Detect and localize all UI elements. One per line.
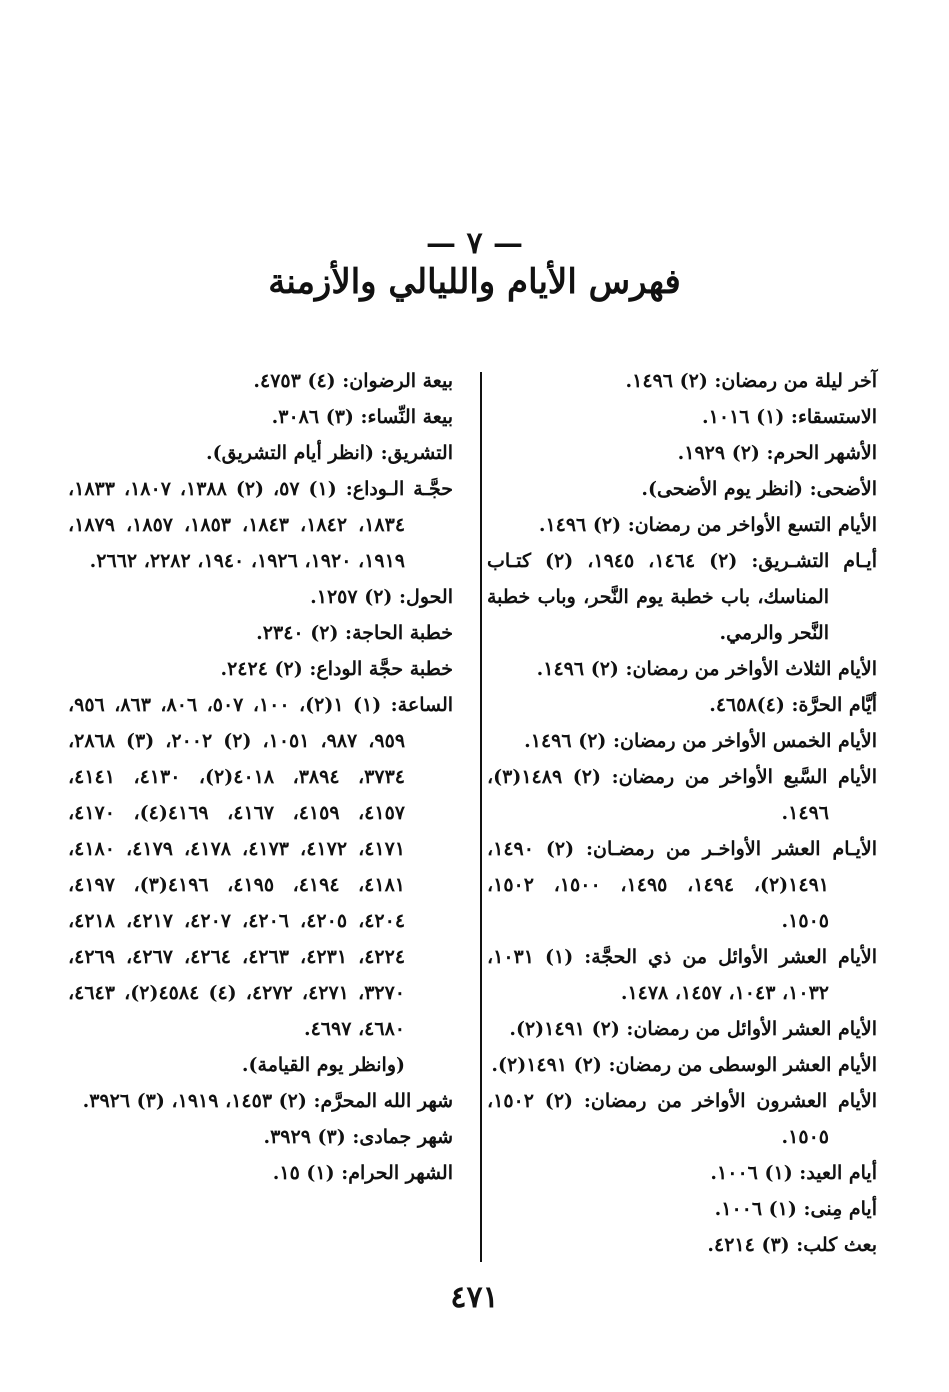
index-entry: الأيام العشر الأوائل من ذي الحجَّة: (١) ١٠٣١، ١٠٣٢، ١٠٤٣، ١٤٥٧، ١٤٧٨. — [487, 946, 877, 1004]
section-number: — ٧ — — [425, 226, 524, 261]
index-entry: الأيام التسع الأواخر من رمضان: (٢) ١٤٩٦. — [538, 514, 877, 536]
index-entry: الأيام العشرون الأواخر من رمضان: (٢) ١٥٠٢، ١٥٠٥. — [487, 1090, 878, 1148]
index-entry: شهر الله المحرَّم: (٢) ١٤٥٣، ١٩١٩، (٣) ٣٩٢٦. — [82, 1090, 453, 1112]
index-entry: أيـام التشـريق: (٢) ١٤٦٤، ١٩٤٥، (٢) كتـاب المناسك، باب خطبة يوم النَّحر، وباب خطبة النَّحر والرمي. — [487, 550, 877, 644]
index-entry: الأيام السَّبع الأواخر من رمضان: (٢) ١٤٨٩(٣)، ١٤٩٦. — [487, 766, 877, 824]
column-divider — [480, 372, 482, 1262]
index-entry: خطبة الحاجة: (٢) ٢٣٤٠. — [256, 622, 453, 644]
index-entry: الساعة: (١) ١(٢)، ١٠٠، ٥٠٧، ٨٠٦، ٨٦٣، ٩٥٦، ٩٥٩، ٩٨٧، ١٠٥١، (٢) ٢٠٠٢، (٣) ٢٨٦٨، ٣٧٣٤، ٣٨٩٤، ٤٠١٨(٢)، ٤١٣٠، ٤١٤١، ٤١٥٧، ٤١٥٩، ٤١٦٧، ٤١٦٩(٤)، ٤١٧٠، ٤١٧١، ٤١٧٢، ٤١٧٣، ٤١٧٨، ٤١٧٩، ٤١٨٠، ٤١٨١، ٤١٩٤، ٤١٩٥، ٤١٩٦(٣)، ٤١٩٧، ٤٢٠٤، ٤٢٠٥، ٤٢٠٦، ٤٢٠٧، ٤٢١٧، ٤٢١٨، ٤٢٢٤، ٤٢٣١، ٤٢٦٣، ٤٢٦٤، ٤٢٦٧، ٤٢٦٩، ٣٢٧٠، ٤٢٧١، ٤٢٧٢، (٤) ٤٥٨٤(٢)، ٤٦٤٣، ٤٦٨٠، ٤٦٩٧. — [68, 694, 454, 1040]
index-entry: (وانظر يوم القيامة). — [241, 1054, 405, 1076]
index-entry: الأيام الخمس الأواخر من رمضان: (٢) ١٤٩٦. — [524, 730, 877, 752]
index-entry: الأيام العشر الأوائل من رمضان: (٢) ١٤٩١(٢). — [509, 1018, 877, 1040]
index-column-left — [68, 363, 453, 1191]
index-entry: الحول: (٢) ١٢٥٧. — [310, 586, 453, 608]
index-entry: حجَّـة الـوداع: (١) ٥٧، (٢) ١٣٨٨، ١٨٠٧، ١٨٣٣، ١٨٣٤، ١٨٤٢، ١٨٤٣، ١٨٥٣، ١٨٥٧، ١٨٧٩، ١٩١٩، ١٩٢٠، ١٩٢٦، ١٩٤٠، ٢٢٨٢، ٢٦٦٢. — [68, 478, 453, 572]
index-entry: بيعة الرضوان: (٤) ٤٧٥٣. — [253, 370, 453, 392]
index-entry: بعث كلب: (٣) ٤٢١٤. — [707, 1234, 877, 1256]
index-entry: بيعة النِّساء: (٣) ٣٠٨٦. — [271, 406, 453, 428]
index-entry: أيام العيد: (١) ١٠٠٦. — [710, 1162, 877, 1184]
index-column-right — [487, 363, 877, 1263]
index-entry: آخر ليلة من رمضان: (٢) ١٤٩٦. — [625, 370, 877, 392]
index-entry: الاستسقاء: (١) ١٠١٦. — [702, 406, 877, 428]
index-entry: الأضحى: (انظر يوم الأضحى). — [641, 478, 877, 500]
index-entry: الأشهر الحرم: (٢) ١٩٢٩. — [677, 442, 877, 464]
index-entry: التشريق: (انظر أيام التشريق). — [206, 442, 453, 464]
index-entry: شهر جمادى: (٣) ٣٩٢٩. — [263, 1126, 453, 1148]
page-title: فهرس الأيام والليالي والأزمنة — [268, 262, 681, 302]
index-entry: الأيـام العشر الأواخـر من رمضـان: (٢) ١٤٩٠، ١٤٩١(٢)، ١٤٩٤، ١٤٩٥، ١٥٠٠، ١٥٠٢، ١٥٠٥. — [487, 838, 877, 932]
index-entry: أيَّام الحرَّة: (٤)٤٦٥٨. — [709, 694, 877, 716]
page-number: ٤٧١ — [450, 1280, 499, 1315]
index-entry: الأيام الثلاث الأواخر من رمضان: (٢) ١٤٩٦. — [536, 658, 877, 680]
index-entry: الأيام العشر الوسطى من رمضان: (٢) ١٤٩١(٢). — [491, 1054, 877, 1076]
index-entry: الشهر الحرام: (١) ١٥. — [272, 1162, 453, 1184]
index-entry: أيام مِنى: (١) ١٠٠٦. — [714, 1198, 877, 1220]
index-entry: خطبة حجَّة الوداع: (٢) ٢٤٢٤. — [220, 658, 453, 680]
